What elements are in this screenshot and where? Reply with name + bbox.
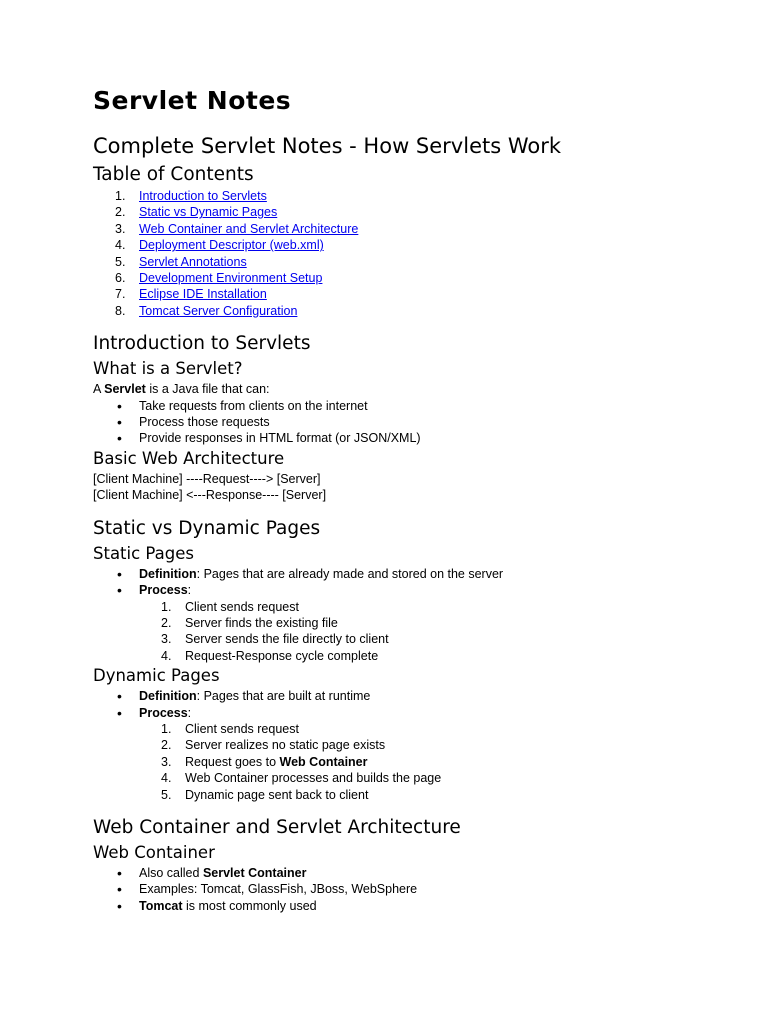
list-item: • Process:: [117, 582, 192, 599]
list-item: 4. Web Container processes and builds the page: [161, 771, 442, 786]
document-body: [93, 130, 733, 914]
subheading-what-is-servlet: What is a Servlet?: [93, 359, 243, 379]
subheading-dynamic-pages: Dynamic Pages: [93, 666, 220, 686]
list-item: 1. Client sends request: [161, 721, 299, 736]
toc-item[interactable]: 3. Web Container and Servlet Architecture: [115, 221, 359, 236]
toc-link-eclipse[interactable]: Eclipse IDE Installation: [139, 287, 267, 302]
list-item: • Definition: Pages that are already made and stored on the server: [117, 565, 504, 582]
architecture-line: [Client Machine] ----Request----> [Server]: [93, 471, 321, 486]
list-item: 4. Request-Response cycle complete: [161, 648, 379, 663]
list-item: 1. Client sends request: [161, 599, 299, 614]
list-item: • Provide responses in HTML format (or JSON/XML): [117, 430, 421, 447]
list-item: 3. Request goes to Web Container: [161, 754, 368, 769]
static-process-steps: [93, 599, 733, 665]
list-item: 2. Server finds the existing file: [161, 615, 338, 630]
toc-item[interactable]: 8. Tomcat Server Configuration: [115, 303, 298, 318]
toc-link-static-dynamic[interactable]: Static vs Dynamic Pages: [139, 205, 278, 220]
subheading-web-architecture: Basic Web Architecture: [93, 448, 285, 468]
toc-item[interactable]: 7. Eclipse IDE Installation: [115, 287, 267, 302]
list-item: • Also called Servlet Container: [117, 864, 307, 881]
toc-link-annotations[interactable]: Servlet Annotations: [139, 254, 247, 269]
toc-list: [93, 188, 733, 319]
toc-heading: Table of Contents: [93, 164, 254, 185]
document-title: Servlet Notes: [93, 86, 292, 115]
toc-link-deployment-descriptor[interactable]: Deployment Descriptor (web.xml): [139, 238, 324, 253]
toc-item[interactable]: 4. Deployment Descriptor (web.xml): [115, 238, 324, 253]
section-heading-web-container: Web Container and Servlet Architecture: [93, 816, 461, 838]
list-item: • Tomcat is most commonly used: [117, 897, 317, 914]
list-item: • Definition: Pages that are built at runtime: [117, 688, 371, 705]
servlet-definition: A Servlet is a Java file that can:: [93, 382, 270, 397]
list-item: • Process:: [117, 704, 192, 721]
toc-item[interactable]: 2. Static vs Dynamic Pages: [115, 205, 278, 220]
section-heading-static-dynamic: Static vs Dynamic Pages: [93, 517, 321, 539]
toc-link-tomcat[interactable]: Tomcat Server Configuration: [139, 303, 298, 318]
subheading-web-container: Web Container: [93, 842, 215, 862]
toc-item[interactable]: 6. Development Environment Setup: [115, 271, 323, 286]
web-container-list: [93, 865, 733, 914]
list-item: 5. Dynamic page sent back to client: [161, 787, 369, 802]
architecture-line: [Client Machine] <---Response---- [Server]: [93, 488, 327, 503]
list-item: • Examples: Tomcat, GlassFish, JBoss, WebSphere: [117, 881, 418, 898]
list-item: 3. Server sends the file directly to client: [161, 632, 389, 647]
main-heading: Complete Servlet Notes - How Servlets Work: [93, 134, 562, 158]
static-pages-list: [93, 566, 733, 599]
list-item: 2. Server realizes no static page exists: [161, 738, 386, 753]
toc-link-web-container[interactable]: Web Container and Servlet Architecture: [139, 221, 359, 236]
toc-item[interactable]: 1. Introduction to Servlets: [115, 189, 267, 203]
toc-link-introduction[interactable]: Introduction to Servlets: [139, 189, 267, 203]
list-item: • Take requests from clients on the internet: [117, 397, 368, 414]
servlet-capabilities-list: [93, 398, 733, 447]
toc-item[interactable]: 5. Servlet Annotations: [115, 254, 247, 269]
dynamic-process-steps: [93, 721, 733, 803]
dynamic-pages-list: [93, 688, 733, 721]
subheading-static-pages: Static Pages: [93, 543, 194, 563]
toc-link-dev-environment[interactable]: Development Environment Setup: [139, 271, 323, 286]
list-item: • Process those requests: [117, 414, 270, 431]
section-heading-intro: Introduction to Servlets: [93, 333, 311, 355]
